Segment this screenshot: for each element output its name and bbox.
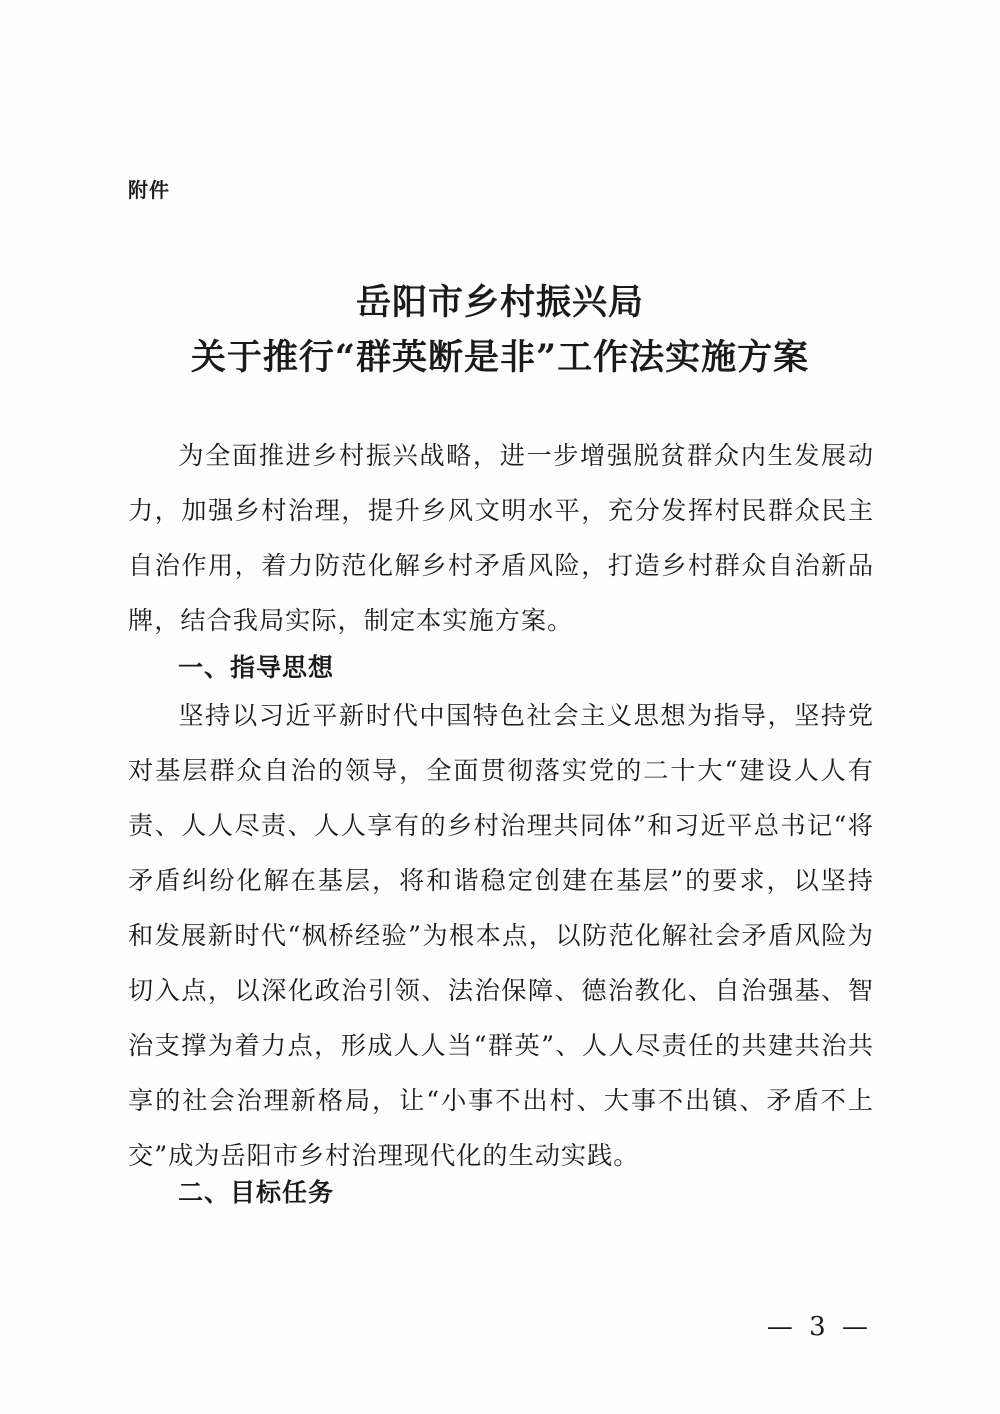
- intro-paragraph-block: [128, 428, 874, 648]
- intro-paragraph: 为全面推进乡村振兴战略，进一步增强脱贫群众内生发展动力，加强乡村治理，提升乡风文明水平，充分发挥村民群众民主自治作用，着力防范化解乡村矛盾风险，打造乡村群众自治新品牌，结合我局实际，制定本实施方案。: [128, 441, 874, 635]
- section-heading-guiding-ideology: 一、指导思想: [178, 653, 335, 682]
- section1-paragraph-block: [128, 688, 874, 1183]
- section1-paragraph: 坚持以习近平新时代中国特色社会主义思想为指导，坚持党对基层群众自治的领导，全面贯彻落实党的二十大“建设人人有责、人人尽责、人人享有的乡村治理共同体”和习近平总书记“将矛盾纠纷化解在基层，将和谐稳定创建在基层”的要求，以坚持和发展新时代“枫桥经验”为根本点，以防范化解社会矛盾风险为切入点，以深化政治引领、法治保障、德治教化、自治强基、智治支撑为着力点，形成人人当“群英”、人人尽责任的共建共治共享的社会治理新格局，让“小事不出村、大事不出镇、矛盾不上交”成为岳阳市乡村治理现代化的生动实践。: [128, 701, 874, 1170]
- document-title-line-2: 关于推行“群英断是非”工作法实施方案: [190, 337, 810, 378]
- page-number: — 3 —: [766, 1312, 872, 1342]
- attachment-label: 附件: [128, 178, 170, 202]
- section-heading-objectives: 二、目标任务: [178, 1178, 335, 1207]
- document-title-line-1: 岳阳市乡村振兴局: [355, 282, 644, 323]
